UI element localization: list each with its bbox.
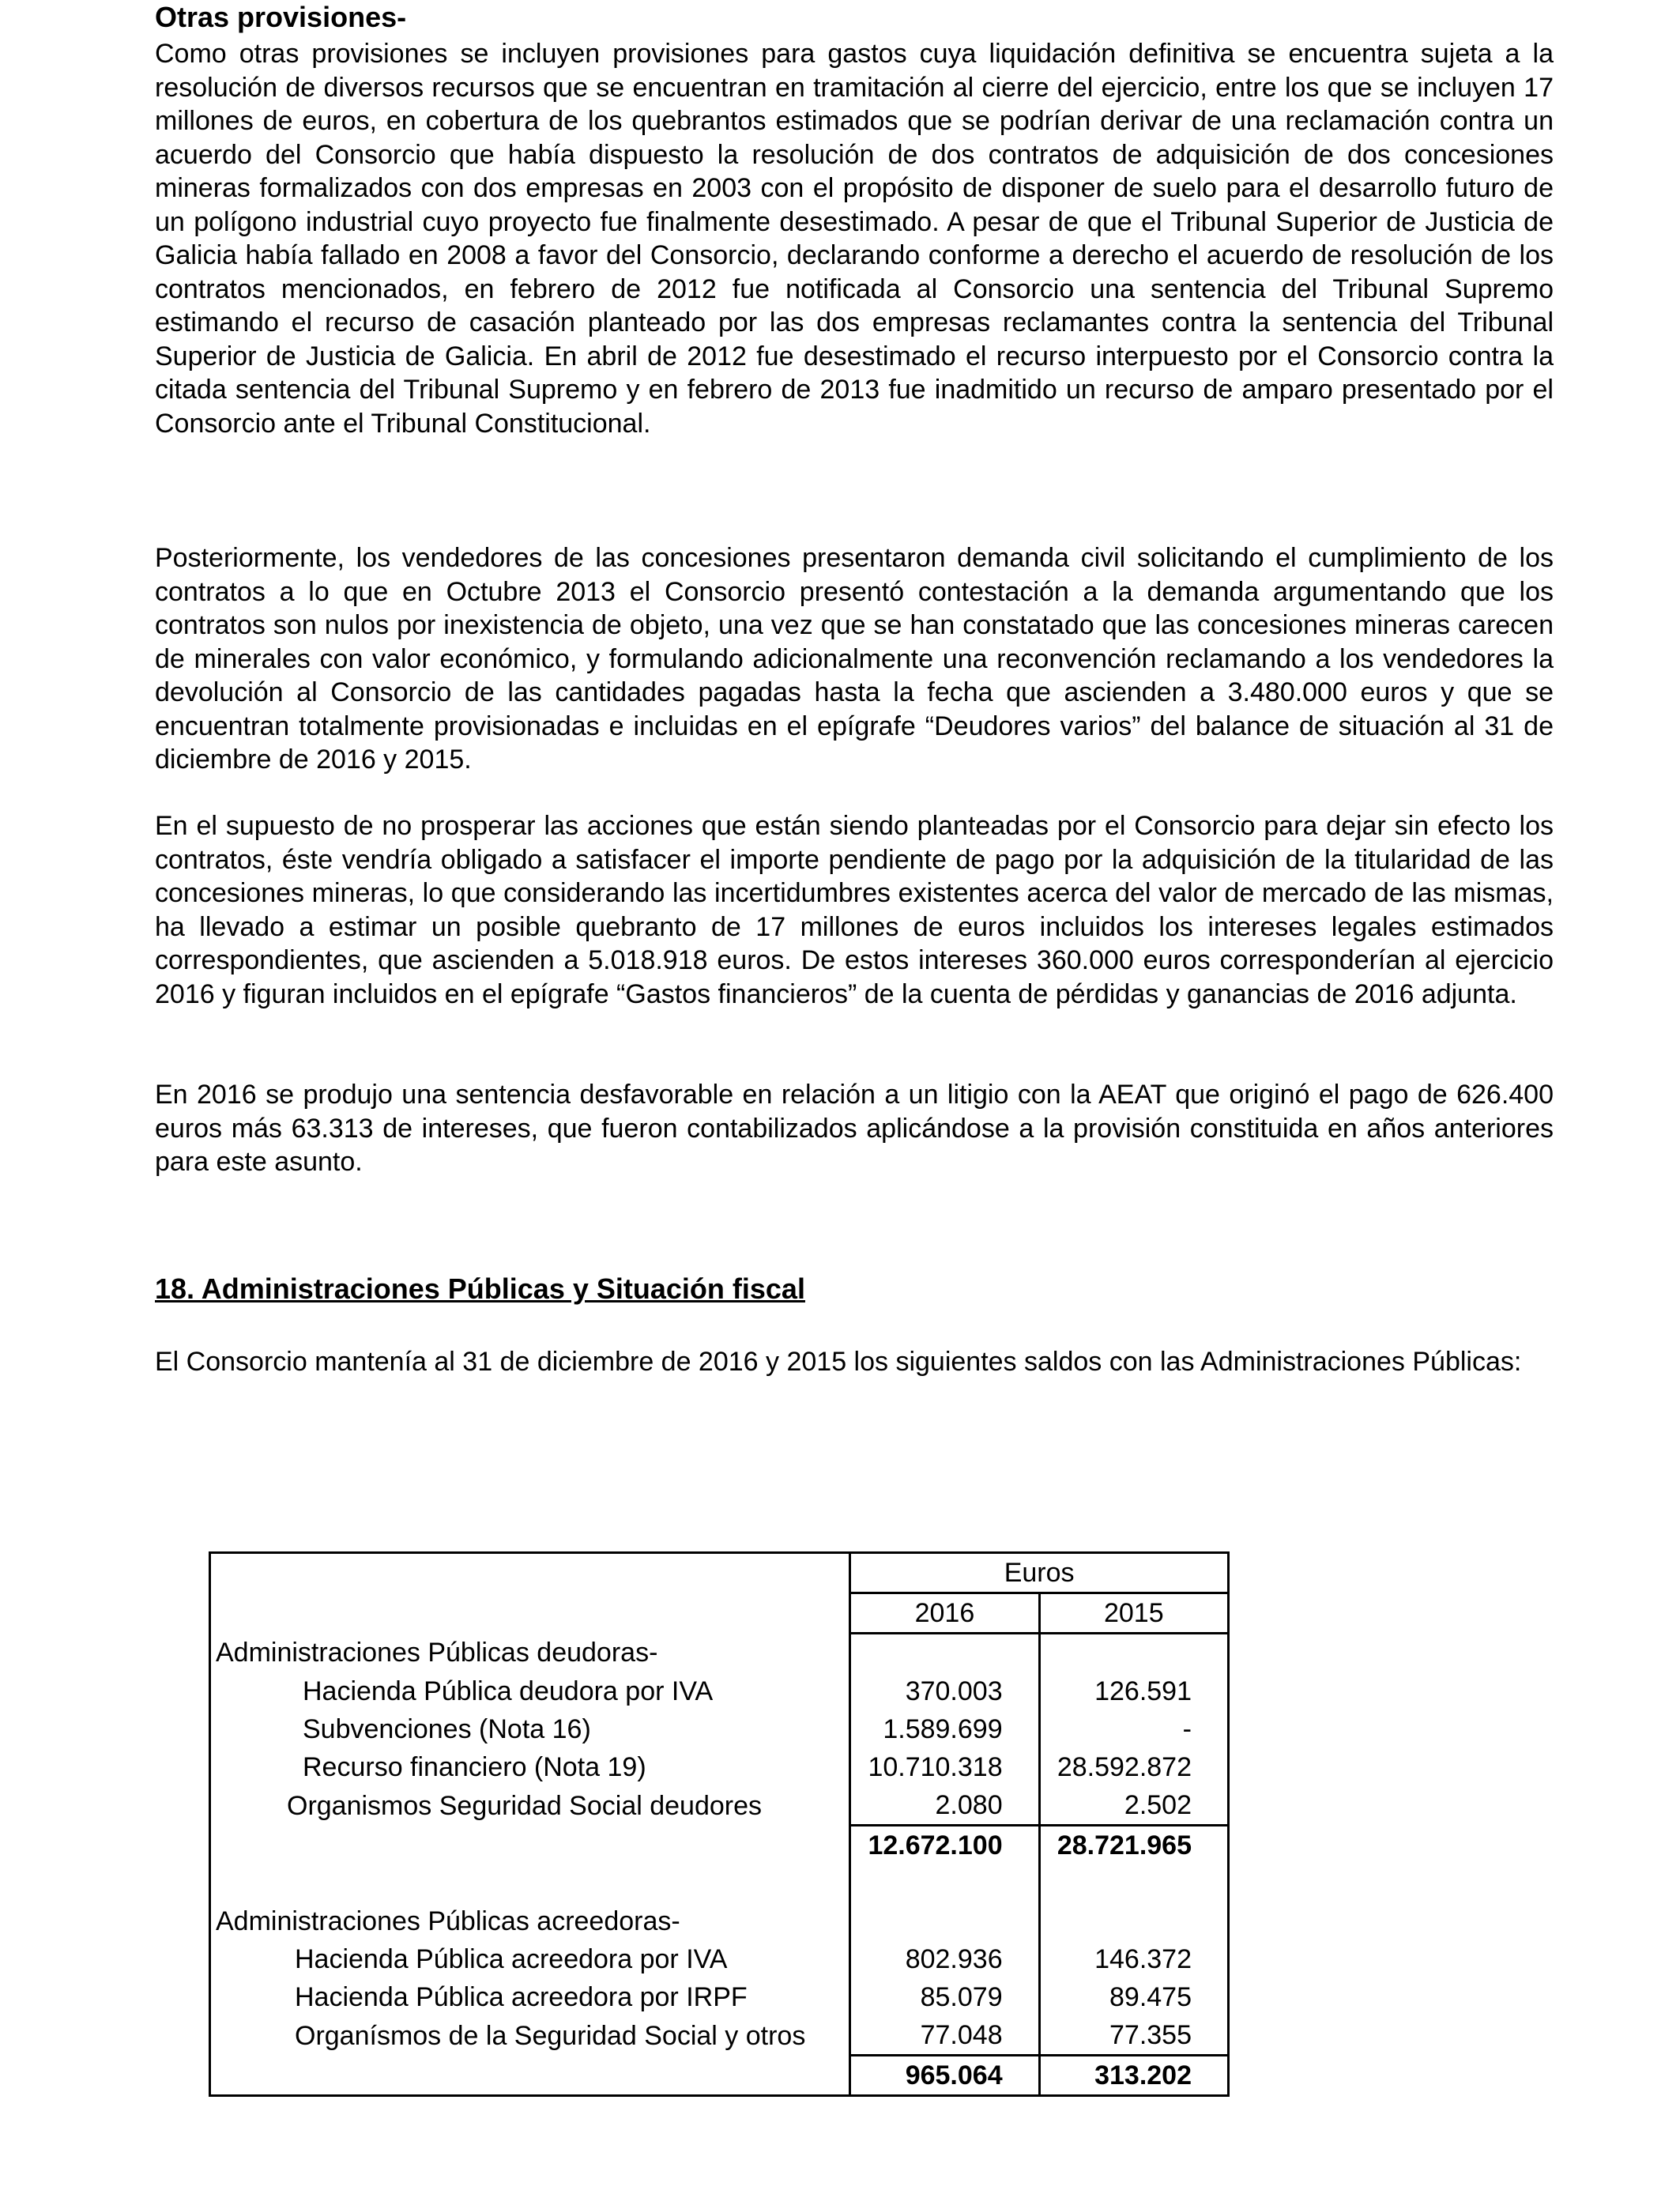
row-label: Hacienda Pública deudora por IVA	[210, 1672, 850, 1710]
deudoras-total-row	[210, 1826, 1229, 1865]
section-18-title: 18. Administraciones Públicas y Situación fiscal	[155, 1272, 805, 1305]
row-value-2015: 28.592.872	[1039, 1748, 1228, 1786]
table-row	[210, 1902, 1229, 1940]
row-value-2016: 370.003	[850, 1672, 1039, 1710]
table-row	[210, 1786, 1229, 1826]
row-value-2015: 2.502	[1039, 1786, 1228, 1826]
acreedoras-group-label: Administraciones Públicas acreedoras-	[210, 1902, 850, 1940]
table-row	[210, 1710, 1229, 1748]
table-header-row	[210, 1553, 1229, 1593]
table-row	[210, 1672, 1229, 1710]
row-value-2015: 126.591	[1039, 1672, 1228, 1710]
row-value-2015: 146.372	[1039, 1940, 1228, 1978]
table-row	[210, 2016, 1229, 2056]
otras-provisiones-heading: Otras provisiones-	[155, 1, 407, 33]
paragraph-4: En 2016 se produjo una sentencia desfavorable en relación a un litigio con la AEAT que originó el pago de 626.400 euros más 63.313 de intereses, que fueron contabilizados aplicándose a la provisión constituida en años anteriores para este asunto.	[155, 1080, 1554, 1177]
deudoras-total-2016: 12.672.100	[850, 1826, 1039, 1865]
row-value-2016: 2.080	[850, 1786, 1039, 1826]
table-row	[210, 1634, 1229, 1673]
fiscal-balances-table	[209, 1551, 1230, 2097]
row-label: Organismos Seguridad Social deudores	[210, 1786, 850, 1826]
row-label: Recurso financiero (Nota 19)	[210, 1748, 850, 1786]
row-label: Subvenciones (Nota 16)	[210, 1710, 850, 1748]
table-row	[210, 1978, 1229, 2016]
acreedoras-total-row	[210, 2056, 1229, 2096]
section-18-intro: El Consorcio mantenía al 31 de diciembre de 2016 y 2015 los siguientes saldos con las Administraciones Públicas:	[155, 1347, 1522, 1377]
year-2015-header: 2015	[1039, 1593, 1228, 1634]
row-label: Organísmos de la Seguridad Social y otros	[210, 2016, 850, 2056]
paragraph-2: Posteriormente, los vendedores de las concesiones presentaron demanda civil solicitando el cumplimiento de los contratos a lo que en Octubre 2013 el Consorcio presentó contestación a la demanda argumentando que los contratos son nulos por inexistencia de objeto, una vez que se han constatado que las concesiones mineras carecen de minerales con valor económico, y formulando adicionalmente una reconvención reclamando a los vendedores la devolución al Consorcio de las cantidades pagadas hasta la fecha que ascienden a 3.480.000 euros y que se encuentran totalmente provisionadas e incluidas en el epígrafe “Deudores varios” del balance de situación al 31 de diciembre de 2016 y 2015.	[155, 543, 1554, 775]
acreedoras-total-2016: 965.064	[850, 2056, 1039, 2096]
paragraph-3: En el supuesto de no prosperar las acciones que están siendo planteadas por el Consorcio para dejar sin efecto los contratos, éste vendría obligado a satisfacer el importe pendiente de pago por la adquisición de la titularidad de las concesiones mineras, lo que considerando las incertidumbres existentes acerca del valor de mercado de las mismas, ha llevado a estimar un posible quebranto de 17 millones de euros incluidos los intereses legales estimados correspondientes, que ascienden a 5.018.918 euros. De estos intereses 360.000 euros corresponderían al ejercicio 2016 y figuran incluidos en el epígrafe “Gastos financieros” de la cuenta de pérdidas y ganancias de 2016 adjunta.	[155, 811, 1554, 1009]
table-row	[210, 1748, 1229, 1786]
row-value-2016: 77.048	[850, 2016, 1039, 2056]
row-value-2016: 802.936	[850, 1940, 1039, 1978]
deudoras-total-2015: 28.721.965	[1039, 1826, 1228, 1865]
table-year-row	[210, 1593, 1229, 1634]
row-value-2016: 85.079	[850, 1978, 1039, 2016]
row-value-2015: 77.355	[1039, 2016, 1228, 2056]
paragraph-1: Como otras provisiones se incluyen provisiones para gastos cuya liquidación definitiva se encuentra sujeta a la resolución de diversos recursos que se encuentran en tramitación al cierre del ejercicio, entre los que se incluyen 17 millones de euros, en cobertura de los quebrantos estimados que se podrían derivar de una reclamación contra un acuerdo del Consorcio que había dispuesto la resolución de dos contratos de adquisición de dos concesiones mineras formalizados con dos empresas en 2003 con el propósito de disponer de suelo para el desarrollo futuro de un polígono industrial cuyo proyecto fue finalmente desestimado. A pesar de que el Tribunal Superior de Justicia de Galicia había fallado en 2008 a favor del Consorcio, declarando conforme a derecho el acuerdo de resolución de los contratos mencionados, en febrero de 2012 fue notificada al Consorcio una sentencia del Tribunal Supremo estimando el recurso de casación planteado por las dos empresas reclamantes contra la sentencia del Tribunal Superior de Justicia de Galicia. En abril de 2012 fue desestimado el recurso interpuesto por el Consorcio contra la citada sentencia del Tribunal Supremo y en febrero de 2013 fue inadmitido un recurso de amparo presentado por el Consorcio ante el Tribunal Constitucional.	[155, 39, 1554, 439]
spacer-row	[210, 1864, 1229, 1902]
table-row	[210, 1940, 1229, 1978]
acreedoras-total-2015: 313.202	[1039, 2056, 1228, 2096]
row-label: Hacienda Pública acreedora por IVA	[210, 1940, 850, 1978]
deudoras-group-label: Administraciones Públicas deudoras-	[210, 1634, 850, 1673]
currency-header: Euros	[850, 1553, 1229, 1593]
row-value-2016: 10.710.318	[850, 1748, 1039, 1786]
row-value-2015: 89.475	[1039, 1978, 1228, 2016]
row-value-2016: 1.589.699	[850, 1710, 1039, 1748]
year-2016-header: 2016	[850, 1593, 1039, 1634]
row-label: Hacienda Pública acreedora por IRPF	[210, 1978, 850, 2016]
row-value-2015: -	[1039, 1710, 1228, 1748]
